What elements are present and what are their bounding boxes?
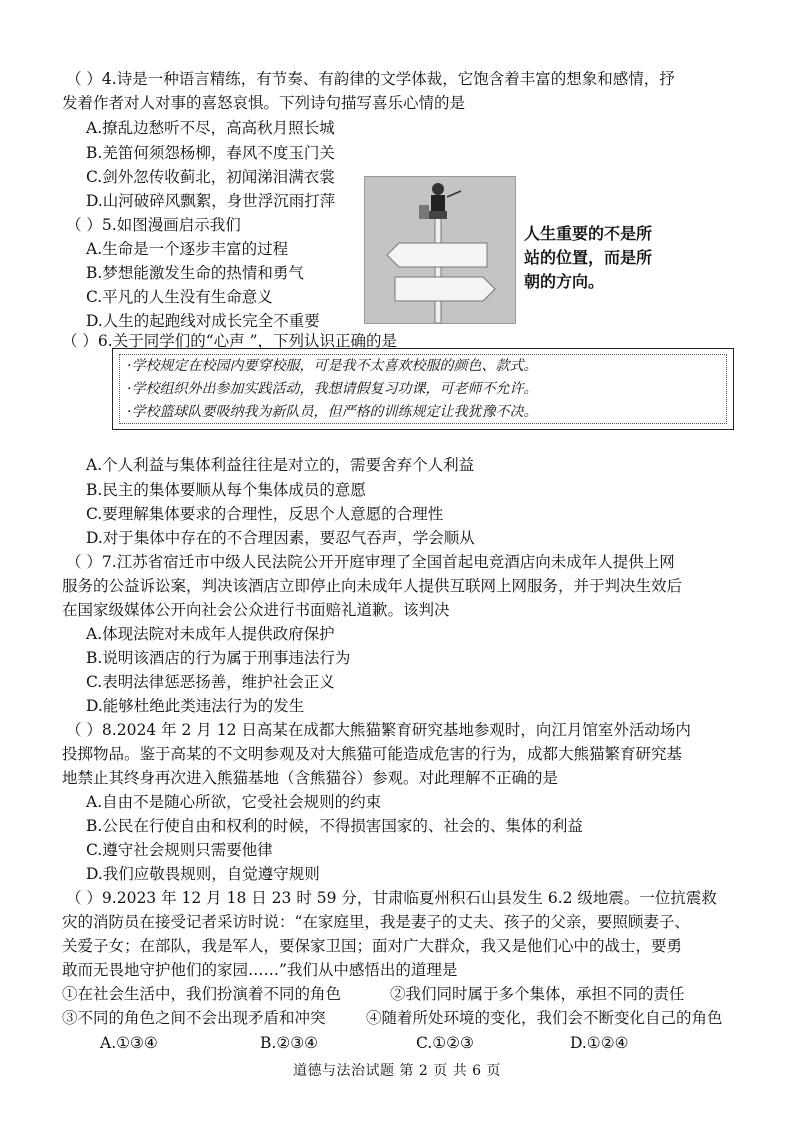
q7-stem-line2: 服务的公益诉讼案，判决该酒店立即停止向未成年人提供互联网上网服务，并于判决生效后: [62, 577, 683, 595]
q8-stem-line2: 投掷物品。鉴于高某的不文明参观及对大熊猫可能造成危害的行为，成都大熊猫繁育研究基: [62, 745, 683, 763]
q8-option-d: D.我们应敬畏规则，自觉遵守规则: [86, 865, 320, 883]
cartoon-caption: [524, 222, 714, 294]
cartoon-caption-line1: 人生重要的不是所: [524, 224, 653, 243]
q4-option-d: D.山河破碎风飘絮，身世浮沉雨打萍: [86, 192, 336, 210]
cartoon-caption-line3: 朝的方向。: [524, 272, 605, 291]
q5-option-d: D.人生的起跑线对成长完全不重要: [86, 312, 320, 330]
q9-stem-line1: （ ）9.2023 年 12 月 18 日 23 时 59 分，甘肃临夏州积石山县发生 6.2 级地震。一位抗震救: [66, 889, 717, 907]
q8-option-c: C.遵守社会规则只需要他律: [86, 841, 273, 859]
q6-option-d: D.对于集体中存在的不合理因素，要忍气吞声，学会顺从: [86, 529, 475, 547]
q6-quote-box: [112, 348, 734, 430]
q6-option-c: C.要理解集体要求的合理性，反思个人意愿的合理性: [86, 505, 444, 523]
q6-box-line1: ·学校规定在校园内要穿校服，可是我不太喜欢校服的颜色、款式。: [127, 358, 538, 374]
q8-option-b: B.公民在行使自由和权利的时候，不得损害国家的、社会的、集体的利益: [86, 817, 583, 835]
cartoon-image: [364, 176, 516, 324]
q8-stem-line1: （ ）8.2024 年 2 月 12 日高某在成都大熊猫繁育研究基地参观时，向江月馆室外活动场内: [66, 721, 691, 739]
q9-answer-c: C.①②③: [416, 1034, 474, 1052]
cartoon-caption-line2: 站的位置，而是所: [524, 248, 653, 267]
q9-answer-b: B.②③④: [260, 1034, 319, 1052]
q9-answer-d: D.①②④: [570, 1034, 629, 1052]
q6-box-line2: ·学校组织外出参加实践活动，我想请假复习功课，可老师不允许。: [127, 381, 538, 397]
q7-stem-line3: 在国家级媒体公开向社会公众进行书面赔礼道歉。该判决: [62, 601, 450, 619]
q5-option-c: C.平凡的人生没有生命意义: [86, 288, 273, 306]
q9-stem-line4: 敢而无畏地守护他们的家园……”我们从中感悟出的道理是: [62, 961, 458, 979]
q9-statement-1: ①在社会生活中，我们扮演着不同的角色: [62, 985, 342, 1003]
q4-option-a: A.撩乱边愁听不尽，高高秋月照长城: [86, 119, 335, 137]
q7-option-d: D.能够杜绝此类违法行为的发生: [86, 697, 305, 715]
q5-stem: （ ）5.如图漫画启示我们: [66, 216, 241, 234]
q8-stem-line3: 地禁止其终身再次进入熊猫基地（含熊猫谷）参观。对此理解不正确的是: [62, 769, 559, 787]
q6-box-line3: ·学校篮球队要吸纳我为新队员，但严格的训练规定让我犹豫不决。: [127, 404, 538, 420]
q7-option-b: B.说明该酒店的行为属于刑事违法行为: [86, 649, 351, 667]
q5-option-a: A.生命是一个逐步丰富的过程: [86, 240, 289, 258]
q4-stem-line1: （ ）4.诗是一种语言精练，有节奏、有韵律的文学体裁，它饱含着丰富的想象和感情，抒: [66, 70, 675, 88]
q6-stem: （ ）6.关于同学们的“心声 ”，下列认识正确的是: [62, 332, 397, 350]
q6-option-b: B.民主的集体要顺从每个集体成员的意愿: [86, 481, 366, 499]
page-footer: 道德与法治试题 第 2 页 共 6 页: [292, 1063, 501, 1079]
q7-option-a: A.体现法院对未成年人提供政府保护: [86, 625, 335, 643]
q9-statement-2: ②我们同时属于多个集体，承担不同的责任: [390, 985, 685, 1003]
q5-option-b: B.梦想能激发生命的热情和勇气: [86, 264, 304, 282]
q9-answer-a: A.①③④: [100, 1034, 158, 1052]
q9-stem-line3: 关爱子女；在部队，我是军人，要保家卫国；面对广大群众，我又是他们心中的战士，要勇: [62, 937, 683, 955]
q7-option-c: C.表明法律惩恶扬善，维护社会正义: [86, 673, 335, 691]
q4-option-b: B.羌笛何须怨杨柳，春风不度玉门关: [86, 144, 335, 162]
q4-stem-line2: 发着作者对人对事的喜怒哀惧。下列诗句描写喜乐心情的是: [62, 94, 466, 112]
q9-statement-4: ④随着所处环境的变化，我们会不断变化自己的角色: [366, 1009, 723, 1027]
q7-stem-line1: （ ）7.江苏省宿迁市中级人民法院公开开庭审理了全国首起电竞酒店向未成年人提供上网: [66, 553, 675, 571]
q6-option-a: A.个人利益与集体利益往往是对立的，需要舍弃个人利益: [86, 456, 475, 474]
q9-statement-3: ③不同的角色之间不会出现矛盾和冲突: [62, 1009, 326, 1027]
q4-option-c: C.剑外忽传收蓟北，初闻涕泪满衣裳: [86, 168, 335, 186]
q9-stem-line2: 灾的消防员在接受记者采访时说：“在家庭里，我是妻子的丈夫、孩子的父亲，要照顾妻子、: [62, 913, 690, 931]
q8-option-a: A.自由不是随心所欲，它受社会规则的约束: [86, 793, 382, 811]
cartoon-drawing: [365, 177, 515, 323]
